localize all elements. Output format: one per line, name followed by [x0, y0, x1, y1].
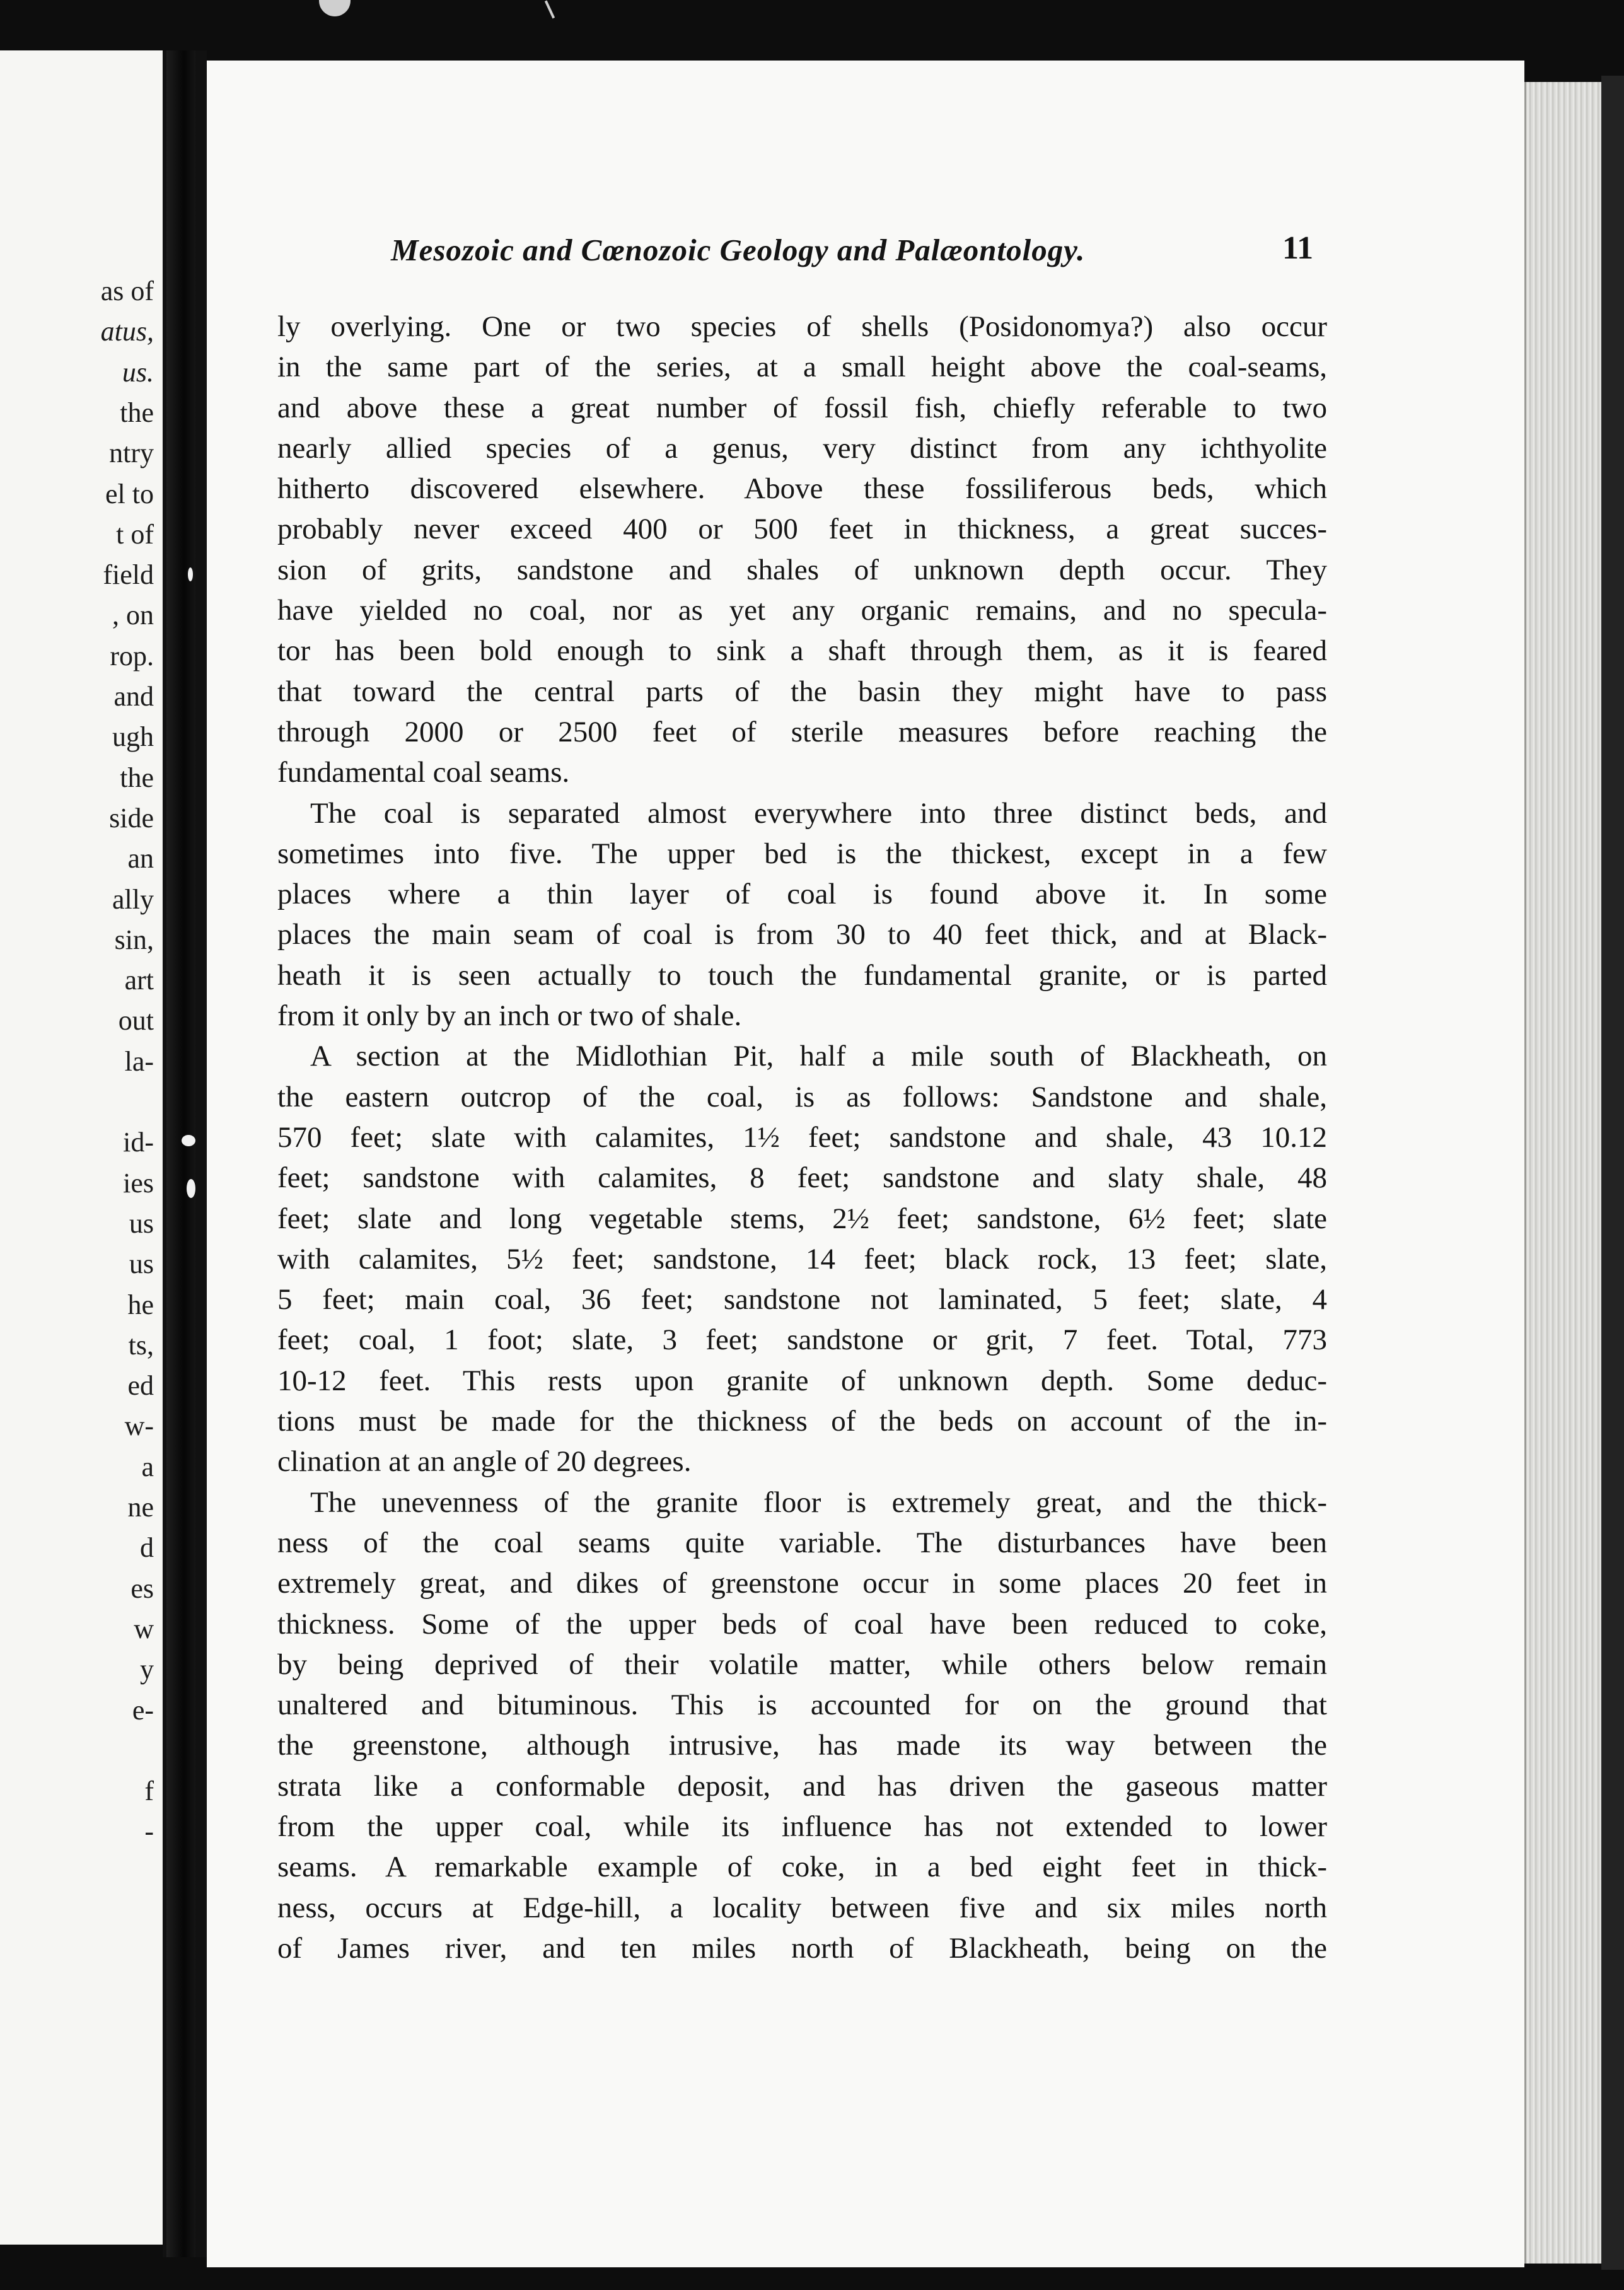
text-line: fundamental coal seams.: [277, 756, 570, 789]
facing-page-line: out: [118, 1005, 154, 1037]
text-line: 570 feet; slate with calamites, 1½ feet; sandstone and shale, 43 10.12: [277, 1120, 1327, 1154]
body-text: [277, 306, 1327, 1968]
text-line: probably never exceed 400 or 500 feet in thickness, a great succes-: [277, 513, 1327, 546]
facing-page-line: ed: [127, 1370, 154, 1402]
text-line: clination at an angle of 20 degrees.: [277, 1445, 692, 1479]
text-line: sion of grits, sandstone and shales of unknown depth occur. They: [277, 553, 1327, 586]
text-line: The unevenness of the granite floor is extremely great, and the thick-: [310, 1485, 1327, 1519]
text-line: sometimes into five. The upper bed is the thickest, except in a few: [277, 837, 1327, 870]
text-line: that toward the central parts of the basin they might have to pass: [277, 675, 1327, 708]
text-line: The coal is separated almost everywhere into three distinct beds, and: [310, 796, 1327, 830]
facing-page-line: atus,: [100, 316, 154, 347]
facing-page-line: he: [127, 1289, 154, 1320]
gutter-speck: [188, 567, 193, 581]
facing-page-line: e-: [132, 1694, 154, 1726]
facing-page-line: us: [129, 1207, 154, 1239]
text-line: seams. A remarkable example of coke, in a bed eight feet in thick-: [277, 1851, 1327, 1884]
text-line: places the main seam of coal is from 30 to 40 feet thick, and at Black-: [277, 918, 1327, 951]
text-line: from it only by an inch or two of shale.: [277, 999, 742, 1033]
facing-page-line: la-: [124, 1045, 154, 1077]
text-line: the greenstone, although intrusive, has made its way between the: [277, 1729, 1327, 1762]
text-line: A section at the Midlothian Pit, half a mile south of Blackheath, on: [310, 1040, 1327, 1073]
text-line: heath it is seen actually to touch the fundamental granite, or is parted: [277, 958, 1327, 992]
facing-page-line: -: [144, 1816, 154, 1847]
text-line: hitherto discovered elsewhere. Above these fossiliferous beds, which: [277, 472, 1327, 506]
facing-page-line: f: [144, 1776, 154, 1807]
facing-page-line: the: [120, 397, 154, 428]
facing-page-line: rop.: [110, 640, 154, 671]
text-line: ness, occurs at Edge-hill, a locality between five and six miles north: [277, 1891, 1327, 1924]
facing-page-line: us: [129, 1248, 154, 1280]
facing-page-line: w: [134, 1613, 154, 1644]
text-line: and above these a great number of fossil fish, chiefly referable to two: [277, 391, 1327, 424]
book-edge-shadow: [1601, 76, 1624, 2270]
text-line: places where a thin layer of coal is found above it. In some: [277, 878, 1327, 911]
text-line: of James river, and ten miles north of Blackheath, being on the: [277, 1931, 1327, 1965]
text-line: in the same part of the series, at a small height above the coal-seams,: [277, 351, 1327, 384]
text-line: thickness. Some of the upper beds of coal have been reduced to coke,: [277, 1607, 1327, 1641]
facing-page-line: ies: [123, 1167, 154, 1199]
facing-page-line: d: [140, 1532, 154, 1564]
running-header-title: Mesozoic and Cœnozoic Geology and Palæontology.: [391, 233, 1086, 267]
facing-page-line: y: [140, 1654, 154, 1685]
facing-page-line: a: [141, 1451, 154, 1482]
text-line: through 2000 or 2500 feet of sterile measures before reaching the: [277, 715, 1327, 748]
facing-page-line: an: [127, 843, 154, 875]
text-line: ness of the coal seams quite variable. The disturbances have been: [277, 1526, 1327, 1559]
gutter-speck: [187, 1179, 195, 1198]
facing-page-line: es: [130, 1572, 154, 1604]
text-line: the eastern outcrop of the coal, is as follows: Sandstone and shale,: [277, 1080, 1327, 1113]
facing-page-line: ne: [127, 1492, 154, 1523]
facing-page-line: the: [120, 762, 154, 793]
scan-artifact: [319, 0, 351, 16]
scan-artifact: [545, 1, 555, 19]
text-line: unaltered and bituminous. This is accounted for on the ground that: [277, 1688, 1327, 1722]
facing-page-line: side: [109, 802, 154, 834]
facing-page-fragment: [0, 50, 164, 2245]
text-line: feet; coal, 1 foot; slate, 3 feet; sandstone or grit, 7 feet. Total, 773: [277, 1323, 1327, 1357]
text-line: feet; sandstone with calamites, 8 feet; sandstone and slaty shale, 48: [277, 1161, 1327, 1195]
facing-page-line: art: [124, 965, 154, 996]
gutter-shadow: [166, 50, 195, 2257]
text-line: feet; slate and long vegetable stems, 2½ feet; sandstone, 6½ feet; slate: [277, 1202, 1327, 1235]
book-gutter: [163, 50, 207, 2257]
facing-page-line: t of: [116, 518, 154, 550]
text-line: nearly allied species of a genus, very distinct from any ichthyolite: [277, 431, 1327, 465]
text-line: from the upper coal, while its influence has not extended to lower: [277, 1810, 1327, 1843]
text-line: extremely great, and dikes of greenstone occur in some places 20 feet in: [277, 1567, 1327, 1600]
text-line: tor has been bold enough to sink a shaft through them, as it is feared: [277, 634, 1327, 668]
page-number: 11: [1282, 230, 1314, 266]
text-line: tions must be made for the thickness of the beds on account of the in-: [277, 1405, 1327, 1438]
text-line: 5 feet; main coal, 36 feet; sandstone not laminated, 5 feet; slate, 4: [277, 1283, 1327, 1316]
text-line: have yielded no coal, nor as yet any organic remains, and no specula-: [277, 594, 1327, 627]
facing-page-line: ugh: [112, 721, 154, 753]
facing-page-line: and: [113, 681, 154, 712]
facing-page-line: field: [103, 559, 154, 591]
gutter-speck: [182, 1135, 195, 1146]
facing-page-line: id-: [123, 1127, 154, 1158]
facing-page-line: ntry: [109, 438, 154, 469]
text-line: strata like a conformable deposit, and has driven the gaseous matter: [277, 1769, 1327, 1803]
facing-page-line: w-: [124, 1410, 154, 1442]
facing-page-line: sin,: [114, 924, 154, 955]
text-line: 10-12 feet. This rests upon granite of unknown depth. Some deduc-: [277, 1364, 1327, 1397]
facing-page-line: as of: [100, 276, 154, 306]
text-line: ly overlying. One or two species of shells (Posidonomya?) also occur: [277, 310, 1327, 343]
facing-page-line: , on: [112, 600, 154, 631]
text-line: with calamites, 5½ feet; sandstone, 14 feet; black rock, 13 feet; slate,: [277, 1242, 1327, 1276]
facing-page-line: ts,: [128, 1329, 154, 1361]
facing-page-line: ally: [112, 883, 154, 915]
text-line: by being deprived of their volatile matter, while others below remain: [277, 1648, 1327, 1681]
facing-page-line: us.: [122, 356, 154, 388]
facing-page-line: el to: [105, 478, 154, 509]
